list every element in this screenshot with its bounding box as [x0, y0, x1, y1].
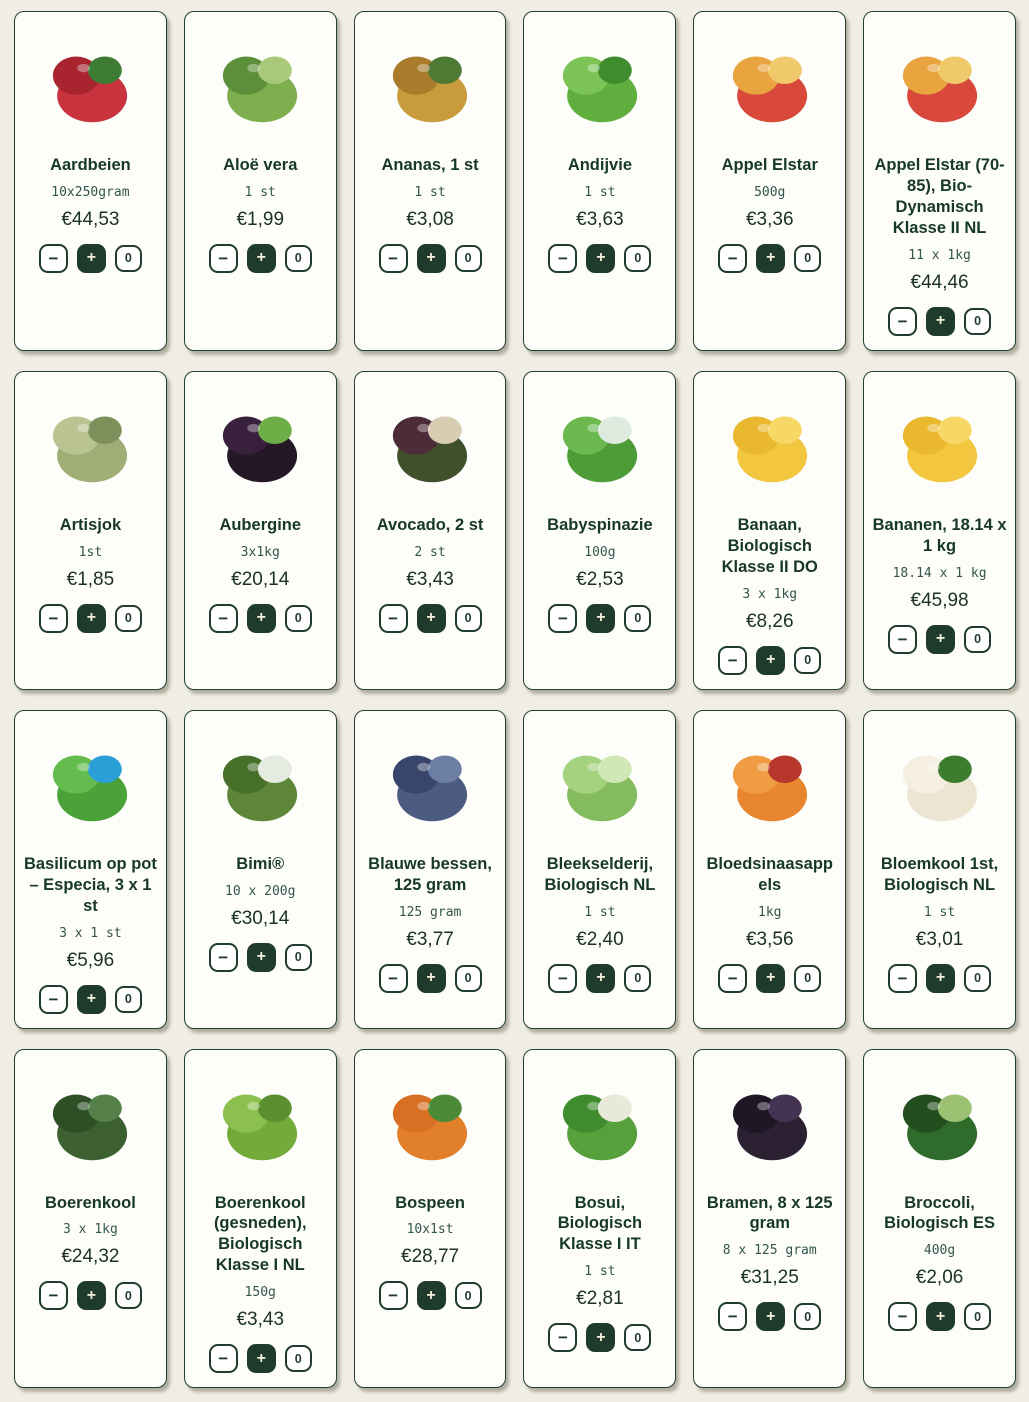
increase-quantity-button[interactable] [247, 1344, 276, 1373]
plus-icon: + [426, 969, 436, 987]
minus-icon: − [48, 248, 59, 268]
minus-icon: − [557, 1328, 568, 1348]
product-unit: 3 x 1 st [59, 925, 122, 941]
product-unit: 10x1st [406, 1222, 454, 1238]
decrease-quantity-button[interactable] [888, 625, 917, 654]
aloe-vera-image [193, 20, 328, 146]
increase-quantity-button[interactable] [417, 604, 446, 633]
minus-icon: − [897, 1307, 908, 1327]
product-card [184, 371, 337, 690]
quantity-value[interactable]: 0 [794, 1303, 821, 1330]
product-name: Ananas, 1 st [381, 156, 479, 174]
increase-quantity-button[interactable] [926, 307, 955, 336]
product-card [523, 11, 676, 351]
quantity-value[interactable]: 0 [624, 245, 651, 272]
quantity-stepper [379, 604, 482, 633]
product-name: Bramen, 8 x 125 gram [706, 1193, 833, 1233]
product-name: Broccoli, Biologisch ES [884, 1193, 996, 1233]
quantity-value[interactable]: 0 [285, 1345, 312, 1372]
plus-icon: + [86, 609, 97, 627]
product-unit: 1kg [758, 904, 782, 920]
increase-quantity-button[interactable] [77, 604, 106, 633]
increase-quantity-button[interactable] [77, 985, 106, 1014]
product-name: Bospeen [395, 1193, 465, 1212]
plus-icon: + [596, 249, 606, 267]
quantity-value[interactable]: 0 [285, 944, 312, 971]
minus-icon: − [727, 1307, 738, 1327]
spinach-bag-image [532, 380, 667, 506]
decrease-quantity-button[interactable] [718, 964, 747, 993]
product-name: Bloemkool 1st, Biologisch NL [880, 854, 999, 894]
quantity-value[interactable]: 0 [794, 647, 821, 674]
minus-icon: − [388, 608, 399, 628]
product-card [863, 710, 1016, 1029]
plus-icon: + [935, 1307, 946, 1325]
increase-quantity-button[interactable] [926, 1302, 955, 1331]
minus-icon: − [48, 989, 59, 1009]
quantity-value[interactable]: 0 [455, 1282, 482, 1309]
quantity-value[interactable]: 0 [285, 245, 312, 272]
kale-leaf-image [23, 1058, 158, 1184]
quantity-stepper [718, 244, 821, 273]
product-card [14, 11, 167, 351]
product-unit: 3 x 1kg [63, 1222, 118, 1238]
quantity-stepper [39, 985, 142, 1014]
increase-quantity-button[interactable] [247, 244, 276, 273]
product-price: €31,25 [740, 1267, 799, 1289]
minus-icon: − [897, 968, 908, 988]
product-name: Bosui, Biologisch Klasse I IT [557, 1193, 643, 1254]
product-unit: 10x250gram [51, 184, 130, 200]
minus-icon: − [218, 1349, 229, 1369]
product-name: Boerenkool (gesneden), Biologisch Klasse I NL [213, 1193, 307, 1275]
product-unit: 100g [584, 544, 616, 560]
decrease-quantity-button[interactable] [548, 1323, 577, 1352]
product-card [523, 1049, 676, 1389]
decrease-quantity-button[interactable] [39, 985, 68, 1014]
increase-quantity-button[interactable] [926, 625, 955, 654]
quantity-stepper [548, 964, 651, 993]
minus-icon: − [727, 650, 738, 670]
product-unit: 1 st [584, 904, 616, 920]
increase-quantity-button[interactable] [756, 1302, 785, 1331]
product-unit: 1 st [584, 1264, 616, 1280]
quantity-value[interactable]: 0 [115, 605, 142, 632]
strawberries-crate-image [23, 20, 158, 146]
product-name: Aardbeien [50, 156, 131, 174]
decrease-quantity-button[interactable] [209, 604, 238, 633]
product-name: Appel Elstar (70-85), Bio-Dynamisch Klasse II NL [874, 156, 1005, 237]
product-name: Banaan, Biologisch Klasse II DO [721, 515, 818, 576]
quantity-value[interactable]: 0 [115, 1282, 142, 1309]
decrease-quantity-button[interactable] [718, 244, 747, 273]
product-name: Aubergine [219, 515, 302, 534]
plus-icon: + [86, 249, 97, 267]
product-unit: 500g [754, 184, 786, 200]
chopped-kale-bag-image [193, 1058, 328, 1184]
quantity-value[interactable]: 0 [115, 986, 142, 1013]
product-unit: 1st [78, 544, 103, 560]
celery-image [532, 719, 667, 845]
quantity-stepper [548, 244, 651, 273]
product-card [693, 710, 846, 1029]
product-unit: 125 gram [398, 904, 462, 920]
decrease-quantity-button[interactable] [379, 1281, 408, 1310]
plus-icon: + [766, 1307, 776, 1325]
endive-lettuce-image [532, 20, 667, 146]
minus-icon: − [48, 1286, 59, 1306]
product-name: Avocado, 2 st [376, 515, 484, 534]
product-name: Boerenkool [45, 1193, 136, 1212]
minus-icon: − [557, 608, 568, 628]
decrease-quantity-button[interactable] [548, 244, 577, 273]
product-card [14, 1049, 167, 1389]
quantity-stepper [888, 964, 991, 993]
product-price: €3,43 [406, 568, 454, 590]
product-price: €3,63 [576, 208, 624, 230]
quantity-stepper [379, 964, 482, 993]
product-card [14, 710, 167, 1029]
decrease-quantity-button[interactable] [209, 943, 238, 972]
product-card [354, 371, 507, 690]
quantity-stepper [888, 625, 991, 654]
product-name: Bleekselderij, Biologisch NL [544, 854, 656, 894]
decrease-quantity-button[interactable] [39, 604, 68, 633]
minus-icon: − [388, 248, 399, 268]
product-card [184, 11, 337, 351]
quantity-stepper [39, 604, 142, 633]
spring-onions-image [532, 1058, 667, 1184]
plus-icon: + [426, 249, 436, 267]
minus-icon: − [388, 968, 399, 988]
decrease-quantity-button[interactable] [548, 604, 577, 633]
product-price: €2,53 [576, 568, 624, 590]
artichoke-image [23, 380, 158, 506]
increase-quantity-button[interactable] [77, 244, 106, 273]
increase-quantity-button[interactable] [247, 604, 276, 633]
decrease-quantity-button[interactable] [209, 1344, 238, 1373]
increase-quantity-button[interactable] [417, 1281, 446, 1310]
product-name: Basilicum op pot – Especia, 3 x 1 st [23, 854, 157, 915]
decrease-quantity-button[interactable] [718, 646, 747, 675]
pineapple-image [363, 20, 498, 146]
decrease-quantity-button[interactable] [718, 1302, 747, 1331]
product-price: €44,53 [61, 208, 120, 230]
quantity-stepper [209, 943, 312, 972]
decrease-quantity-button[interactable] [39, 1281, 68, 1310]
quantity-stepper [379, 244, 482, 273]
product-price: €1,99 [236, 208, 285, 230]
quantity-value[interactable]: 0 [455, 245, 482, 272]
increase-quantity-button[interactable] [926, 964, 955, 993]
increase-quantity-button[interactable] [756, 646, 785, 675]
product-card [693, 11, 846, 351]
blood-oranges-image [702, 719, 837, 845]
product-card [354, 1049, 507, 1389]
decrease-quantity-button[interactable] [888, 1302, 917, 1331]
minus-icon: − [557, 248, 568, 268]
plus-icon: + [935, 969, 946, 987]
quantity-stepper [548, 1323, 651, 1352]
product-unit: 8 x 125 gram [722, 1243, 817, 1259]
product-price: €8,26 [745, 610, 794, 632]
product-name: Appel Elstar [721, 156, 818, 174]
product-card [693, 371, 846, 690]
blackberries-tray-image [702, 1058, 837, 1184]
product-unit: 18.14 x 1 kg [892, 565, 987, 581]
plus-icon: + [86, 990, 97, 1008]
plus-icon: + [935, 630, 946, 648]
minus-icon: − [897, 311, 908, 331]
product-name: Andijvie [567, 156, 632, 174]
increase-quantity-button[interactable] [756, 964, 785, 993]
avocados-tray-image [363, 380, 498, 506]
product-unit: 2 st [414, 544, 446, 560]
product-name: Babyspinazie [547, 515, 653, 534]
quantity-value[interactable]: 0 [285, 605, 312, 632]
plus-icon: + [766, 249, 776, 267]
product-card [863, 11, 1016, 351]
quantity-value[interactable]: 0 [624, 965, 651, 992]
plus-icon: + [596, 969, 606, 987]
quantity-value[interactable]: 0 [624, 605, 651, 632]
increase-quantity-button[interactable] [77, 1281, 106, 1310]
carrots-bunch-image [363, 1058, 498, 1184]
increase-quantity-button[interactable] [417, 964, 446, 993]
increase-quantity-button[interactable] [586, 244, 615, 273]
product-price: €44,46 [910, 271, 969, 293]
minus-icon: − [897, 629, 908, 649]
decrease-quantity-button[interactable] [888, 964, 917, 993]
minus-icon: − [388, 1286, 399, 1306]
product-unit: 400g [923, 1243, 956, 1259]
product-name: Aloë vera [223, 156, 298, 174]
quantity-stepper [39, 1281, 142, 1310]
product-price: €24,32 [61, 1246, 120, 1268]
bimi-bag-image [193, 719, 328, 845]
product-price: €20,14 [231, 568, 290, 590]
basil-plant-pot-image [23, 719, 158, 845]
product-price: €3,08 [406, 208, 454, 230]
product-unit: 150g [244, 1285, 276, 1301]
minus-icon: − [48, 608, 59, 628]
minus-icon: − [218, 248, 229, 268]
increase-quantity-button[interactable] [417, 244, 446, 273]
apples-image [872, 20, 1007, 146]
product-card [14, 371, 167, 690]
product-card [863, 1049, 1016, 1389]
product-price: €28,77 [401, 1246, 460, 1268]
product-card [523, 710, 676, 1029]
plus-icon: + [596, 1328, 606, 1346]
quantity-stepper [718, 1302, 821, 1331]
quantity-stepper [209, 1344, 312, 1373]
quantity-stepper [209, 604, 312, 633]
apples-image [702, 20, 837, 146]
product-unit: 11 x 1kg [908, 247, 971, 263]
increase-quantity-button[interactable] [756, 244, 785, 273]
minus-icon: − [218, 608, 229, 628]
increase-quantity-button[interactable] [586, 604, 615, 633]
decrease-quantity-button[interactable] [888, 307, 917, 336]
product-name: Bimi® [236, 854, 285, 873]
product-unit: 1 st [584, 184, 616, 200]
minus-icon: − [557, 968, 568, 988]
product-price: €3,01 [915, 928, 964, 950]
product-price: €2,81 [576, 1288, 624, 1310]
product-price: €3,56 [745, 928, 794, 950]
quantity-stepper [39, 244, 142, 273]
product-name: Artisjok [59, 515, 122, 534]
quantity-value[interactable]: 0 [964, 626, 991, 653]
increase-quantity-button[interactable] [247, 943, 276, 972]
quantity-value[interactable]: 0 [455, 965, 482, 992]
broccoli-image [872, 1058, 1007, 1184]
decrease-quantity-button[interactable] [379, 244, 408, 273]
product-unit: 1 st [414, 184, 446, 200]
quantity-stepper [718, 964, 821, 993]
plus-icon: + [426, 609, 436, 627]
product-unit: 1 st [923, 904, 956, 920]
minus-icon: − [727, 968, 738, 988]
product-price: €45,98 [910, 589, 969, 611]
increase-quantity-button[interactable] [586, 1323, 615, 1352]
bananas-image [702, 380, 837, 506]
product-unit: 1 st [244, 184, 276, 200]
product-card [184, 1049, 337, 1389]
plus-icon: + [256, 948, 266, 966]
product-name: Bloedsinaasappels [706, 854, 834, 894]
quantity-value[interactable]: 0 [964, 1303, 991, 1330]
quantity-value[interactable]: 0 [794, 245, 821, 272]
quantity-value[interactable]: 0 [964, 965, 991, 992]
product-card [184, 710, 337, 1029]
product-unit: 3x1kg [240, 544, 280, 560]
quantity-value[interactable]: 0 [455, 605, 482, 632]
decrease-quantity-button[interactable] [548, 964, 577, 993]
decrease-quantity-button[interactable] [39, 244, 68, 273]
minus-icon: − [218, 947, 229, 967]
product-price: €2,40 [576, 928, 624, 950]
blueberries-tray-image [363, 719, 498, 845]
decrease-quantity-button[interactable] [209, 244, 238, 273]
quantity-value[interactable]: 0 [964, 308, 991, 335]
decrease-quantity-button[interactable] [379, 604, 408, 633]
quantity-value[interactable]: 0 [115, 245, 142, 272]
plus-icon: + [766, 969, 776, 987]
plus-icon: + [426, 1286, 436, 1304]
product-card [354, 11, 507, 351]
quantity-value[interactable]: 0 [794, 965, 821, 992]
plus-icon: + [935, 312, 946, 330]
product-name: Bananen, 18.14 x 1 kg [872, 515, 1007, 555]
product-card [863, 371, 1016, 690]
product-name: Blauwe bessen, 125 gram [368, 854, 492, 894]
product-price: €1,85 [66, 568, 115, 590]
plus-icon: + [256, 609, 266, 627]
product-card [354, 710, 507, 1029]
bananas-image [872, 380, 1007, 506]
increase-quantity-button[interactable] [586, 964, 615, 993]
quantity-value[interactable]: 0 [624, 1324, 651, 1351]
plus-icon: + [596, 609, 606, 627]
plus-icon: + [256, 1349, 266, 1367]
quantity-stepper [548, 604, 651, 633]
quantity-stepper [888, 307, 991, 336]
product-unit: 10 x 200g [225, 883, 296, 899]
decrease-quantity-button[interactable] [379, 964, 408, 993]
product-price: €2,06 [915, 1267, 964, 1289]
quantity-stepper [888, 1302, 991, 1331]
plus-icon: + [86, 1286, 97, 1304]
plus-icon: + [766, 651, 776, 669]
minus-icon: − [727, 248, 738, 268]
product-price: €30,14 [231, 907, 290, 929]
quantity-stepper [718, 646, 821, 675]
product-unit: 3 x 1kg [742, 586, 798, 602]
product-price: €3,36 [745, 208, 794, 230]
eggplants-image [193, 380, 328, 506]
product-price: €3,43 [236, 1309, 285, 1331]
product-card [693, 1049, 846, 1389]
plus-icon: + [256, 249, 266, 267]
product-price: €5,96 [66, 949, 115, 971]
product-card [523, 371, 676, 690]
quantity-stepper [379, 1281, 482, 1310]
cauliflower-image [872, 719, 1007, 845]
product-price: €3,77 [406, 928, 454, 950]
quantity-stepper [209, 244, 312, 273]
